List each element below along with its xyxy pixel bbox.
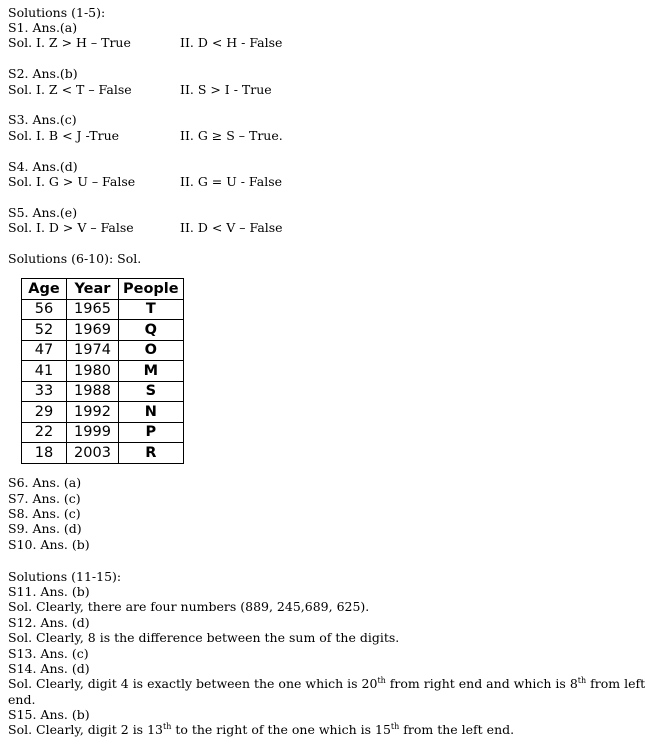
s12-solution: Sol. Clearly, 8 is the difference between the sum of the digits. xyxy=(8,630,400,645)
s3-solution-i: Sol. I. B < J -True xyxy=(8,128,120,143)
cell-year: 1974 xyxy=(67,340,119,361)
solutions-11-15-heading: Solutions (11-15): xyxy=(8,569,122,584)
s1-solution-i: Sol. I. Z > H – True xyxy=(8,35,131,50)
cell-people: M xyxy=(119,361,184,382)
s13-answer: S13. Ans. (c) xyxy=(8,646,89,661)
s15-solution-part: from the left end. xyxy=(399,722,515,737)
header-year: Year xyxy=(67,279,119,300)
s1-solution-ii: II. D < H - False xyxy=(180,35,283,50)
solutions-6-10-heading: Solutions (6-10): Sol. xyxy=(8,251,142,266)
table-row xyxy=(22,361,184,382)
s4-solution-i: Sol. I. G > U – False xyxy=(8,174,136,189)
cell-year: 1980 xyxy=(67,361,119,382)
s5-solution-i: Sol. I. D > V – False xyxy=(8,220,134,235)
table-row xyxy=(22,402,184,423)
s14-solution-part: from right end and which is 8 xyxy=(385,676,578,691)
s15-solution xyxy=(8,722,514,737)
cell-age: 56 xyxy=(22,299,67,320)
cell-people: O xyxy=(119,340,184,361)
s5-solution-ii: II. D < V – False xyxy=(180,220,283,235)
cell-people: T xyxy=(119,299,184,320)
cell-people: Q xyxy=(119,320,184,341)
table-row xyxy=(22,340,184,361)
s12-answer: S12. Ans. (d) xyxy=(8,615,90,630)
cell-age: 47 xyxy=(22,340,67,361)
s14-solution-part: Sol. Clearly, digit 4 is exactly between the one which is 20 xyxy=(8,676,378,691)
table-row xyxy=(22,381,184,402)
age-year-people-table xyxy=(21,278,184,464)
cell-people: N xyxy=(119,402,184,423)
cell-year: 1965 xyxy=(67,299,119,320)
cell-people: P xyxy=(119,422,184,443)
cell-age: 22 xyxy=(22,422,67,443)
table-row xyxy=(22,320,184,341)
s14-answer: S14. Ans. (d) xyxy=(8,661,90,676)
header-people: People xyxy=(119,279,184,300)
header-age: Age xyxy=(22,279,67,300)
s14-solution-part: from left xyxy=(586,676,645,691)
s6-answer: S6. Ans. (a) xyxy=(8,475,82,490)
s4-answer: S4. Ans.(d) xyxy=(8,159,78,174)
cell-age: 41 xyxy=(22,361,67,382)
solutions-1-5-heading: Solutions (1-5): xyxy=(8,5,106,20)
s15-solution-part: to the right of the one which is 15 xyxy=(171,722,391,737)
s11-solution: Sol. Clearly, there are four numbers (889, 245,689, 625). xyxy=(8,599,370,614)
s10-answer: S10. Ans. (b) xyxy=(8,537,90,552)
s2-answer: S2. Ans.(b) xyxy=(8,66,78,81)
s8-answer: S8. Ans. (c) xyxy=(8,506,81,521)
s14-solution xyxy=(8,676,645,691)
s11-answer: S11. Ans. (b) xyxy=(8,584,90,599)
s2-solution-ii: II. S > I - True xyxy=(180,82,272,97)
table-row xyxy=(22,443,184,464)
s15-solution-part: Sol. Clearly, digit 2 is 13 xyxy=(8,722,163,737)
s7-answer: S7. Ans. (c) xyxy=(8,491,81,506)
s3-solution-ii: II. G ≥ S – True. xyxy=(180,128,283,143)
s3-answer: S3. Ans.(c) xyxy=(8,112,77,127)
cell-people: R xyxy=(119,443,184,464)
cell-year: 1969 xyxy=(67,320,119,341)
s2-solution-i: Sol. I. Z < T – False xyxy=(8,82,132,97)
s15-answer: S15. Ans. (b) xyxy=(8,707,90,722)
cell-age: 33 xyxy=(22,381,67,402)
cell-year: 2003 xyxy=(67,443,119,464)
s4-solution-ii: II. G = U - False xyxy=(180,174,283,189)
cell-age: 52 xyxy=(22,320,67,341)
cell-year: 1988 xyxy=(67,381,119,402)
s5-answer: S5. Ans.(e) xyxy=(8,205,78,220)
ordinal-suffix: th xyxy=(577,675,587,685)
cell-age: 29 xyxy=(22,402,67,423)
s9-answer: S9. Ans. (d) xyxy=(8,521,82,536)
cell-age: 18 xyxy=(22,443,67,464)
cell-people: S xyxy=(119,381,184,402)
table-row xyxy=(22,299,184,320)
ordinal-suffix: th xyxy=(162,721,172,731)
ordinal-suffix: th xyxy=(377,675,386,685)
table-header-row xyxy=(22,279,184,300)
ordinal-suffix: th xyxy=(390,721,400,731)
s1-answer: S1. Ans.(a) xyxy=(8,20,78,35)
s14-solution-continued: end. xyxy=(8,692,36,707)
cell-year: 1999 xyxy=(67,422,119,443)
cell-year: 1992 xyxy=(67,402,119,423)
table-row xyxy=(22,422,184,443)
